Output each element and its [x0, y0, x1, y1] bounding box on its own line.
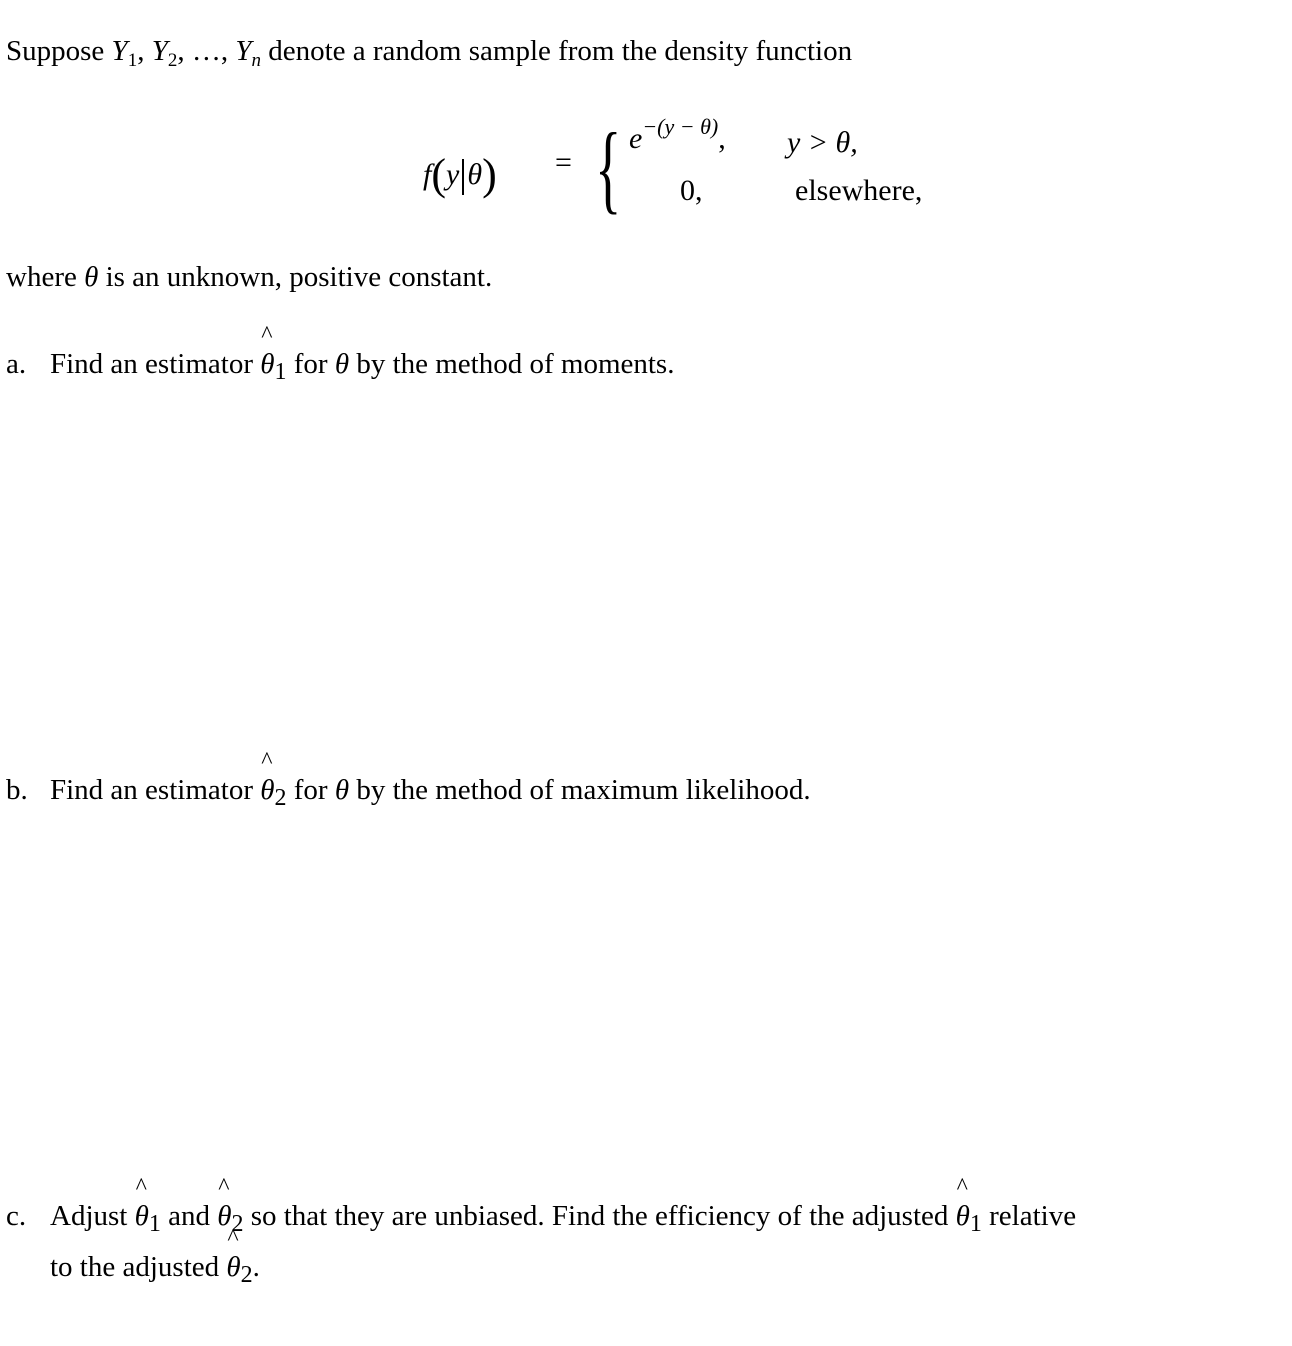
- part-c-label: c.: [6, 1200, 27, 1232]
- theta-symbol: θ: [217, 1200, 232, 1232]
- sep-1: ,: [137, 35, 152, 67]
- case-2-value: 0,: [680, 174, 703, 207]
- where-suffix: is an unknown, positive constant.: [98, 261, 493, 293]
- theta-symbol: θ: [955, 1200, 970, 1232]
- case-1-value: [629, 114, 726, 156]
- sub-1: 1: [127, 50, 138, 71]
- hat-sub: 1: [969, 1211, 982, 1237]
- var-y1: Y: [111, 35, 128, 67]
- theta-hat-1: [260, 322, 287, 385]
- part-a-theta: θ: [334, 348, 350, 380]
- part-b-pre: Find an estimator: [50, 774, 261, 806]
- hat-caret: ^: [227, 1225, 239, 1251]
- intro-line: [6, 34, 852, 72]
- case-2-condition: elsewhere,: [795, 174, 923, 207]
- equals-sign: =: [555, 146, 572, 179]
- part-a-label: a.: [6, 348, 27, 380]
- case-1-comma: ,: [718, 122, 726, 155]
- lhs-f: f: [423, 158, 432, 191]
- part-b-post: by the method of maximum likelihood.: [349, 774, 811, 806]
- sub-n: n: [251, 50, 261, 71]
- where-prefix: where: [6, 261, 85, 293]
- exponent: −(y − θ): [642, 114, 719, 139]
- hat-sub: 2: [231, 1211, 244, 1237]
- hat-sub: 1: [274, 359, 287, 385]
- part-c-post: so that they are unbiased. Find the efficiency of the adjusted: [243, 1200, 956, 1232]
- var-y2: Y: [151, 35, 168, 67]
- intro-prefix: Suppose: [6, 35, 112, 67]
- exp-base: e: [629, 122, 643, 155]
- sub-2: 2: [167, 50, 178, 71]
- part-b-label: b.: [6, 774, 28, 806]
- theta-symbol: θ: [226, 1251, 241, 1283]
- theta-hat-2: [260, 748, 287, 811]
- hat-sub: 2: [274, 785, 287, 811]
- where-theta: θ: [84, 261, 99, 293]
- part-c-pre: Adjust: [50, 1200, 135, 1232]
- part-c-line2-end: .: [252, 1251, 260, 1283]
- hat-caret: ^: [135, 1174, 147, 1200]
- part-a-post: by the method of moments.: [349, 348, 675, 380]
- part-a-mid: for: [286, 348, 335, 380]
- part-b: [6, 748, 811, 811]
- theta-symbol: θ: [260, 774, 275, 806]
- hat-caret: ^: [218, 1174, 230, 1200]
- theta-symbol: θ: [260, 348, 275, 380]
- theta-hat-2: [226, 1225, 253, 1288]
- part-c: [6, 1174, 1077, 1237]
- part-c-and: and: [160, 1200, 218, 1232]
- part-a: [6, 322, 675, 385]
- part-c-line2-pre: to the adjusted: [50, 1251, 227, 1283]
- hat-caret: ^: [956, 1174, 968, 1200]
- theta-symbol: θ: [134, 1200, 149, 1232]
- part-c-tail: relative: [981, 1200, 1077, 1232]
- theta-hat-1: [955, 1174, 982, 1237]
- density-formula: [423, 110, 983, 230]
- var-yn: Y: [235, 35, 252, 67]
- hat-sub: 2: [240, 1262, 253, 1288]
- part-b-theta: θ: [334, 774, 350, 806]
- hat-sub: 1: [148, 1211, 161, 1237]
- theta-hat-1: [134, 1174, 161, 1237]
- lhs-y: y: [446, 158, 460, 191]
- lhs-theta: θ: [467, 158, 483, 191]
- hat-caret: ^: [261, 322, 273, 348]
- given-bar: [462, 159, 464, 195]
- part-b-mid: for: [286, 774, 335, 806]
- formula-lhs: f(y θ): [423, 150, 497, 199]
- hat-caret: ^: [261, 748, 273, 774]
- where-line: [6, 260, 492, 294]
- sep-2: , …,: [177, 35, 236, 67]
- case-1-condition: y > θ,: [787, 126, 858, 159]
- part-a-pre: Find an estimator: [50, 348, 261, 380]
- left-brace: {: [595, 112, 622, 223]
- part-c-line-2: [50, 1225, 260, 1288]
- intro-suffix: denote a random sample from the density function: [260, 35, 853, 67]
